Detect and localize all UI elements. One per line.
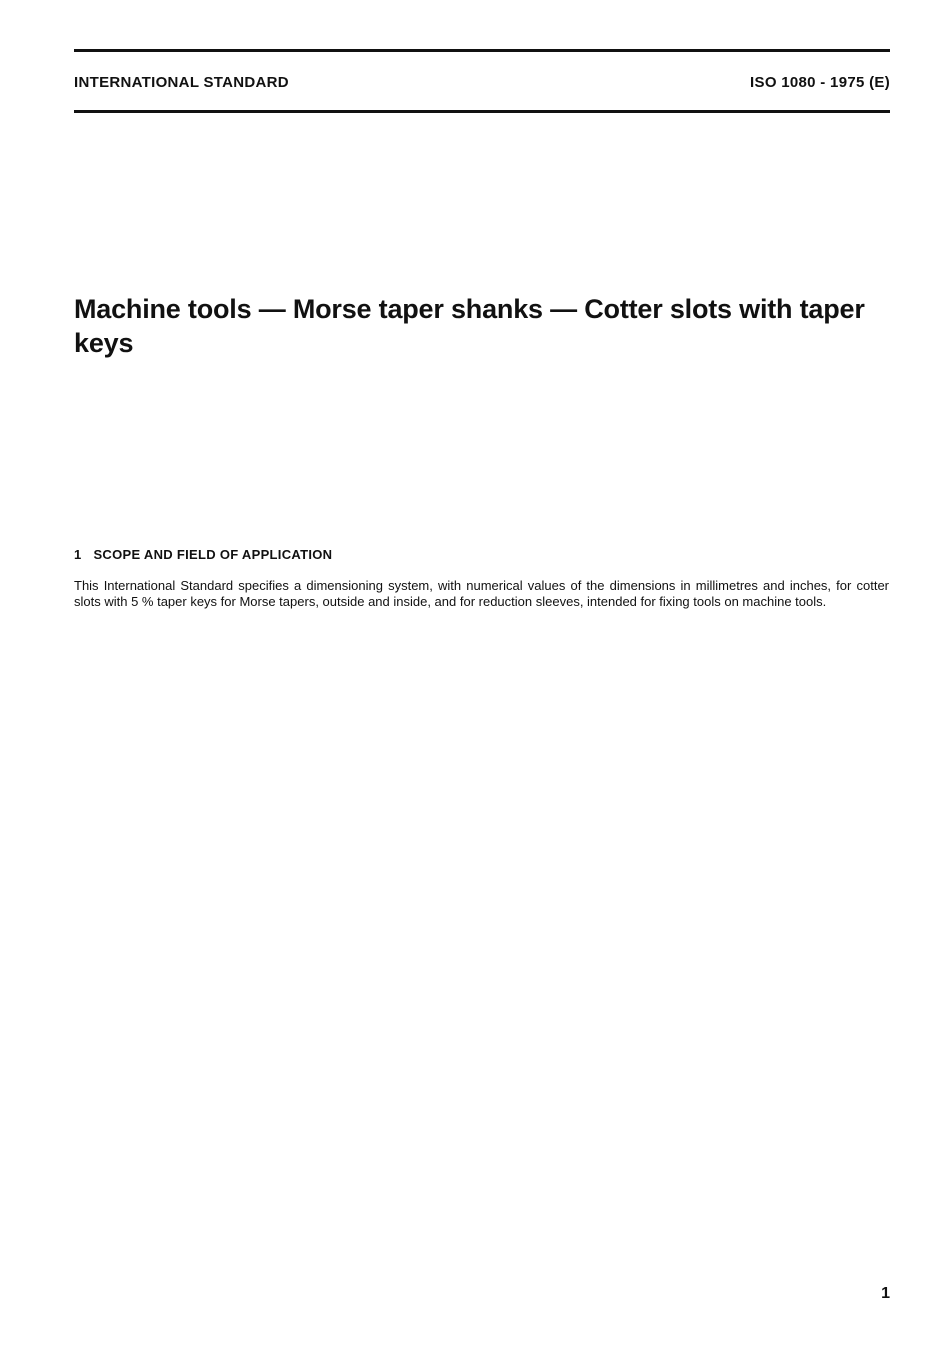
page-header — [74, 74, 890, 91]
header-bottom-rule — [74, 110, 890, 113]
standard-type-label: INTERNATIONAL STANDARD — [74, 74, 289, 91]
page-number: 1 — [881, 1285, 890, 1302]
section-heading-text: SCOPE AND FIELD OF APPLICATION — [93, 547, 333, 562]
document-title: Machine tools — Morse taper shanks — Cotter slots with taper keys — [74, 294, 865, 358]
standard-number-label: ISO 1080 - 1975 (E) — [750, 74, 890, 91]
section-body-text: This International Standard specifies a dimensioning system, with numerical values of the dimensions in millimetres and inches, for cotter slots with 5 % taper keys for Morse tapers, outside and inside, and for reduction sleeves, intended for fixing tools on machine tools. — [74, 578, 889, 609]
section-heading — [74, 547, 332, 562]
section-number: 1 — [74, 547, 82, 562]
header-top-rule — [74, 49, 890, 52]
